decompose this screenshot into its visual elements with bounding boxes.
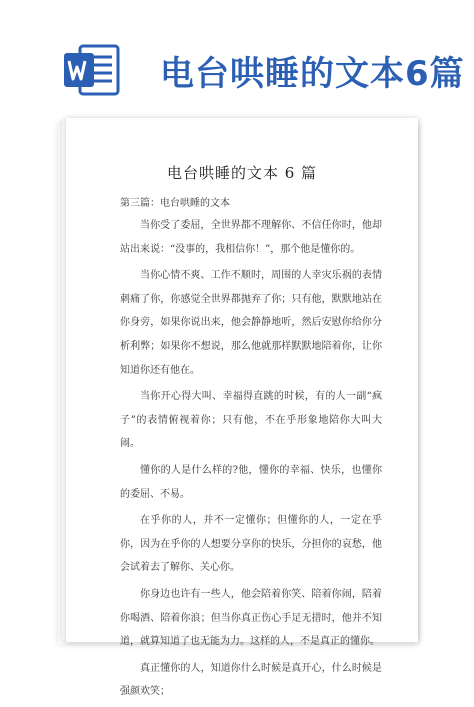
- document-body: [120, 214, 382, 707]
- paragraph: 你身边也许有一些人，他会陪着你笑、陪着你闹，陪着你喝酒、陪着你浪；但当你真正伤心手足无措时，他并不知道，就算知道了也无能为力。这样的人，不是真正的懂你。: [120, 588, 382, 648]
- paragraph: 懂你的人是什么样的?他，懂你的幸福、快乐，也懂你的委屈、不易。: [120, 464, 382, 500]
- paragraph: 当你开心得大叫、幸福得直跳的时候，有的人一副“疯子”的表情俯视着你；只有他，不在乎形象地陪你大叫大闹。: [120, 391, 382, 450]
- paragraph: 在乎你的人，并不一定懂你；但懂你的人，一定在乎你，因为在乎你的人想要分享你的快乐，分担你的哀愁，他会试着去了解你、关心你。: [120, 515, 382, 574]
- paragraph: 当你受了委屈，全世界都不理解你、不信任你时，他却站出来说：“没事的，我相信你！”，那个他是懂你的。: [120, 220, 382, 255]
- document-page: [66, 118, 418, 698]
- paragraph: 真正懂你的人，知道你什么时候是真开心，什么时候是强颜欢笑；: [120, 662, 382, 698]
- word-document-icon: [62, 42, 122, 98]
- paragraph: 当你心情不爽、工作不顺时，周围的人幸灾乐祸的表情刺痛了你，你感觉全世界都抛弃了你；只有他，默默地站在你身旁，如果你说出来，他会静静地听，然后安慰你给你分析利弊；如果你不想说，那么他就那样默默地陪着你，让你知道你还有他在。: [120, 270, 382, 376]
- banner-title: 电台哄睡的文本6篇: [160, 54, 465, 94]
- document-subheading: 第三篇：电台哄睡的文本: [120, 198, 230, 209]
- document-title: 电台哄睡的文本 6 篇: [166, 164, 318, 182]
- banner: [0, 0, 474, 110]
